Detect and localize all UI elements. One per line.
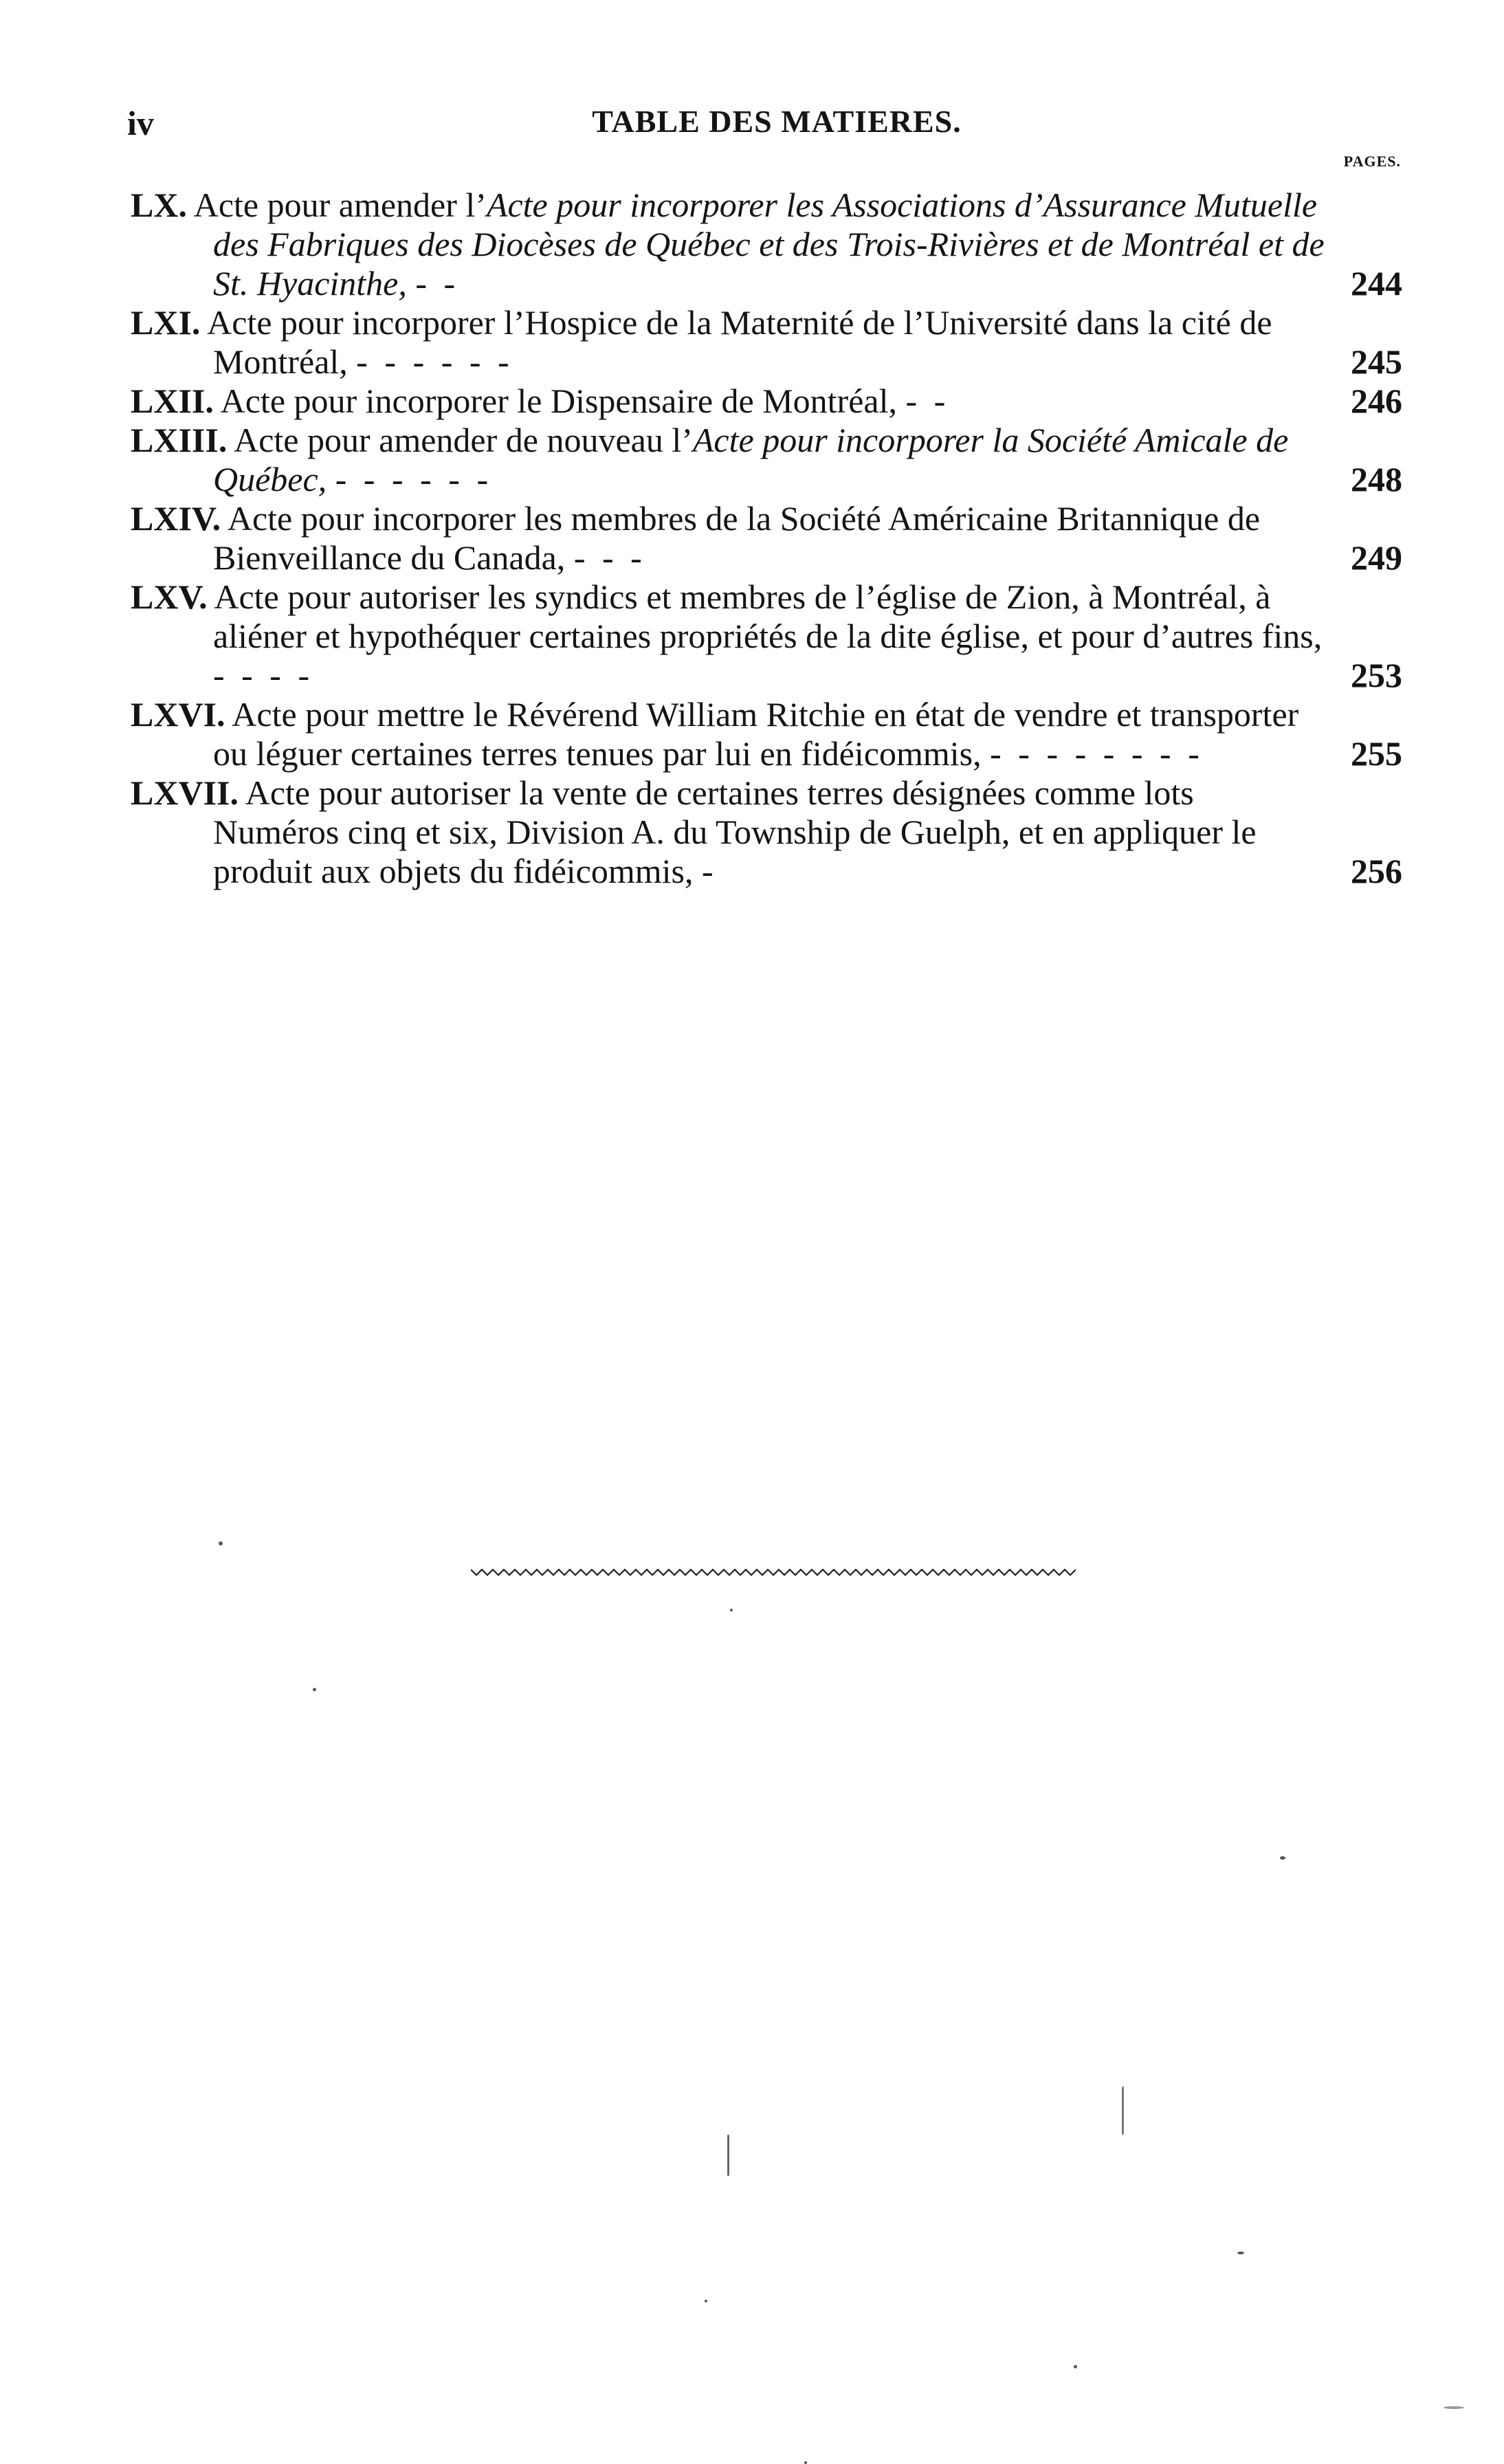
table-of-contents bbox=[131, 186, 1402, 891]
toc-entry bbox=[131, 186, 1402, 303]
scan-speck bbox=[1444, 2406, 1464, 2409]
dot-leader: - - - - - - bbox=[356, 342, 513, 381]
entry-page-number: 244 bbox=[1351, 264, 1402, 302]
dot-leader: - bbox=[702, 852, 718, 890]
dot-leader: - - - bbox=[573, 538, 646, 577]
toc-entry bbox=[131, 695, 1402, 773]
scan-speck bbox=[727, 2135, 729, 2176]
scan-speck bbox=[1237, 2252, 1244, 2254]
entry-text: Acte pour incorporer l’Hospice de la Maternité de l’Université dans la cité de Montréal, bbox=[207, 303, 1272, 381]
scan-speck bbox=[1122, 2087, 1124, 2135]
dot-leader: - - bbox=[415, 264, 460, 302]
scan-speck bbox=[804, 2461, 807, 2464]
entry-text: Acte pour amender l’ bbox=[193, 186, 487, 224]
entry-number: LX. bbox=[131, 186, 187, 224]
scan-speck bbox=[313, 1688, 316, 1691]
scan-speck bbox=[705, 2300, 707, 2302]
entry-page-number: 256 bbox=[1351, 852, 1402, 890]
toc-entry bbox=[131, 421, 1402, 499]
dot-leader: - - - - - - - - bbox=[990, 734, 1204, 773]
entry-number: LXVII. bbox=[131, 773, 239, 812]
entry-italic-title: Acte pour incorporer les Associations d’Assurance Mutuelle des Fabriques des Diocèses de Québec et des Trois-Rivières et de Montréal et de St. Hyacinthe, bbox=[213, 186, 1325, 302]
toc-entry bbox=[131, 773, 1402, 891]
dot-leader: - - bbox=[905, 382, 950, 420]
scan-speck bbox=[219, 1541, 223, 1546]
entry-number: LXII. bbox=[131, 382, 214, 420]
entry-page-number: 249 bbox=[1351, 538, 1402, 577]
entry-page-number: 253 bbox=[1351, 656, 1402, 694]
toc-entry bbox=[131, 382, 1402, 421]
dot-leader: - - - - - - bbox=[335, 460, 493, 498]
entry-page-number: 248 bbox=[1351, 460, 1402, 498]
dot-leader: - - - - bbox=[213, 656, 314, 694]
entry-italic-title: Acte pour incorporer la Société Amicale de Québec, bbox=[213, 421, 1289, 498]
ornamental-divider bbox=[471, 1568, 1076, 1577]
entry-page-number: 245 bbox=[1351, 342, 1402, 381]
toc-entry bbox=[131, 499, 1402, 578]
entry-text: Acte pour amender de nouveau l’ bbox=[234, 421, 693, 459]
scan-speck bbox=[1074, 2365, 1077, 2368]
toc-entry bbox=[131, 578, 1402, 695]
page-title: TABLE DES MATIERES. bbox=[592, 104, 962, 139]
running-head bbox=[120, 103, 1406, 151]
pages-column-label: PAGES. bbox=[1343, 153, 1401, 170]
entry-page-number: 246 bbox=[1351, 382, 1402, 420]
entry-text: Acte pour mettre le Révérend William Ritchie en état de vendre et transporter ou léguer certaines terres tenues par lui en fidéicommis, bbox=[213, 695, 1299, 773]
entry-number: LXIV. bbox=[131, 499, 221, 538]
entry-text: Acte pour incorporer les membres de la Société Américaine Britannique de Bienveillance du Canada, bbox=[213, 499, 1261, 577]
entry-number: LXIII. bbox=[131, 421, 228, 459]
scan-speck bbox=[1280, 1856, 1285, 1860]
page-number: iv bbox=[127, 104, 154, 142]
entry-text: Acte pour incorporer le Dispensaire de Montréal, bbox=[220, 382, 897, 420]
entry-text: Acte pour autoriser la vente de certaines terres désignées comme lots Numéros cinq et six, Division A. du Township de Guelph, et en appliquer le produit aux objets du fidéicommis, bbox=[213, 773, 1257, 890]
entry-text: Acte pour autoriser les syndics et membres de l’église de Zion, à Montréal, à aliéner et hypothéquer certaines propriétés de la dite église, et pour d’autres fins, bbox=[213, 578, 1323, 655]
entry-number: LXV. bbox=[131, 578, 208, 616]
entry-number: LXVI. bbox=[131, 695, 225, 734]
entry-number: LXI. bbox=[131, 303, 201, 342]
toc-entry bbox=[131, 303, 1402, 382]
entry-page-number: 255 bbox=[1351, 734, 1402, 773]
scan-speck bbox=[730, 1609, 733, 1612]
